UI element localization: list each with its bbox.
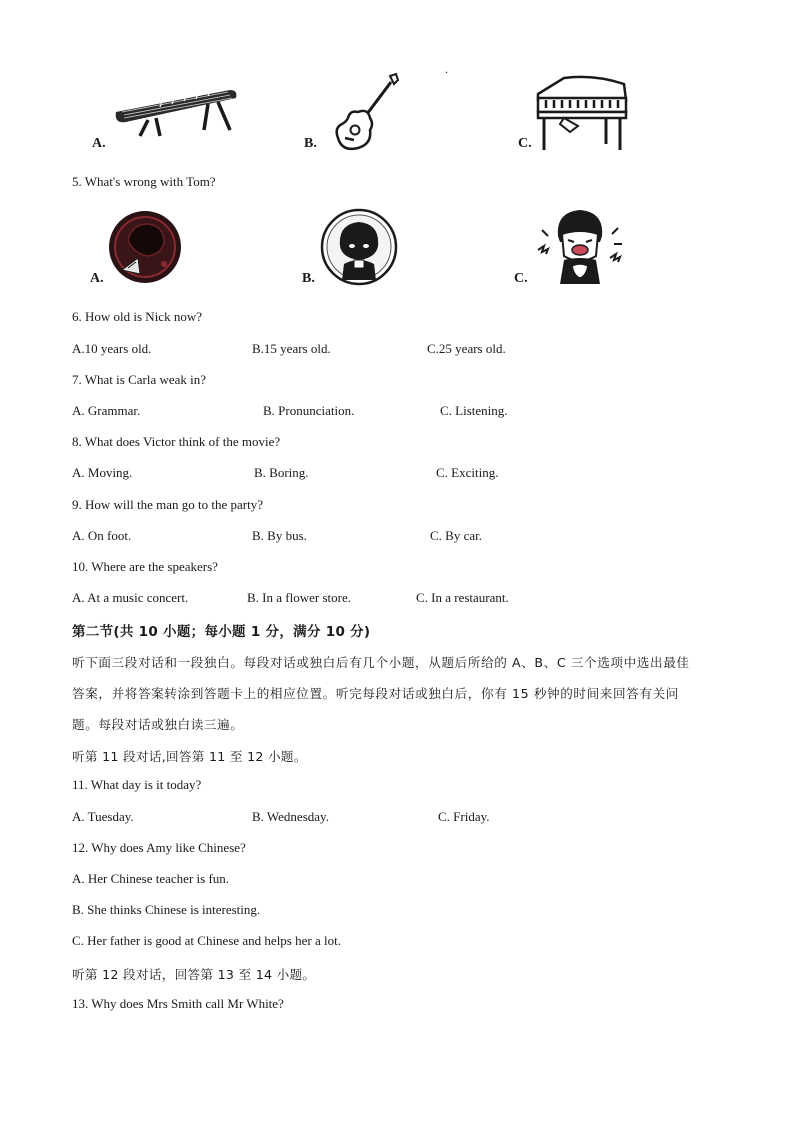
cold-icon: [320, 208, 398, 286]
q10-question: 10. Where are the speakers?: [72, 559, 218, 574]
q8-question: 8. What does Victor think of the movie?: [72, 434, 281, 449]
q12-question: 12. Why does Amy like Chinese?: [72, 840, 246, 855]
q7-question: 7. What is Carla weak in?: [72, 372, 207, 387]
q7-option-a: A. Grammar.: [72, 403, 141, 418]
q9-option-b: B. By bus.: [252, 528, 307, 543]
q13-question: 13. Why does Mrs Smith call Mr White?: [72, 996, 284, 1011]
q11-option-a: A. Tuesday.: [72, 809, 134, 824]
q5-question: 5. What's wrong with Tom?: [72, 174, 216, 189]
q5-option-c-label: C.: [514, 271, 528, 286]
q6-option-c: C.25 years old.: [427, 341, 506, 356]
dialog-12-instruction: 听第 12 段对话，回答第 13 至 14 小题。: [72, 967, 316, 982]
q9-question: 9. How will the man go to the party?: [72, 497, 263, 512]
dialog-11-instruction: 听第 11 段对话,回答第 11 至 12 小题。: [72, 749, 307, 764]
q4-option-a-label: A.: [92, 136, 106, 151]
q10-option-a: A. At a music concert.: [72, 590, 189, 605]
section2-instructions-line2: 答案，并将答案转涂到答题卡上的相应位置。听完每段对话或独白后，你有 15 秒钟的时间来回答有关问: [72, 686, 679, 701]
q9-option-a: A. On foot.: [72, 528, 132, 543]
stray-dot: .: [445, 62, 448, 76]
q12-option-c: C. Her father is good at Chinese and helps her a lot.: [72, 933, 341, 948]
q10-option-b: B. In a flower store.: [247, 590, 351, 605]
toothache-icon: [108, 210, 182, 284]
q7-option-b: B. Pronunciation.: [263, 403, 355, 418]
q5-option-a-label: A.: [90, 271, 104, 286]
q8-option-b: B. Boring.: [254, 465, 309, 480]
guitar-icon: [334, 72, 400, 152]
piano-icon: [534, 74, 630, 152]
q12-option-a: A. Her Chinese teacher is fun.: [72, 871, 230, 886]
q9-option-c: C. By car.: [430, 528, 482, 543]
headache-icon: [532, 206, 628, 286]
q11-option-b: B. Wednesday.: [252, 809, 329, 824]
q5-option-b-label: B.: [302, 271, 315, 286]
q11-option-c: C. Friday.: [438, 809, 490, 824]
q6-question: 6. How old is Nick now?: [72, 309, 202, 324]
q11-question: 11. What day is it today?: [72, 777, 202, 792]
q10-option-c: C. In a restaurant.: [416, 590, 509, 605]
q7-option-c: C. Listening.: [440, 403, 508, 418]
guzheng-icon: [112, 82, 240, 136]
section2-instructions-line1: 听下面三段对话和一段独白。每段对话或独白后有几个小题，从题后所给的 A、B、C 三个选项中选出最佳: [72, 655, 690, 670]
section2-instructions-line3: 题。每段对话或独白读三遍。: [72, 717, 244, 732]
q4-option-c-label: C.: [518, 136, 532, 151]
q6-option-b: B.15 years old.: [252, 341, 331, 356]
q4-option-b-label: B.: [304, 136, 317, 151]
q8-option-c: C. Exciting.: [436, 465, 499, 480]
q6-option-a: A.10 years old.: [72, 341, 152, 356]
q8-option-a: A. Moving.: [72, 465, 133, 480]
q12-option-b: B. She thinks Chinese is interesting.: [72, 902, 261, 917]
section2-title: 第二节(共 10 小题；每小题 1 分，满分 10 分): [72, 624, 371, 640]
